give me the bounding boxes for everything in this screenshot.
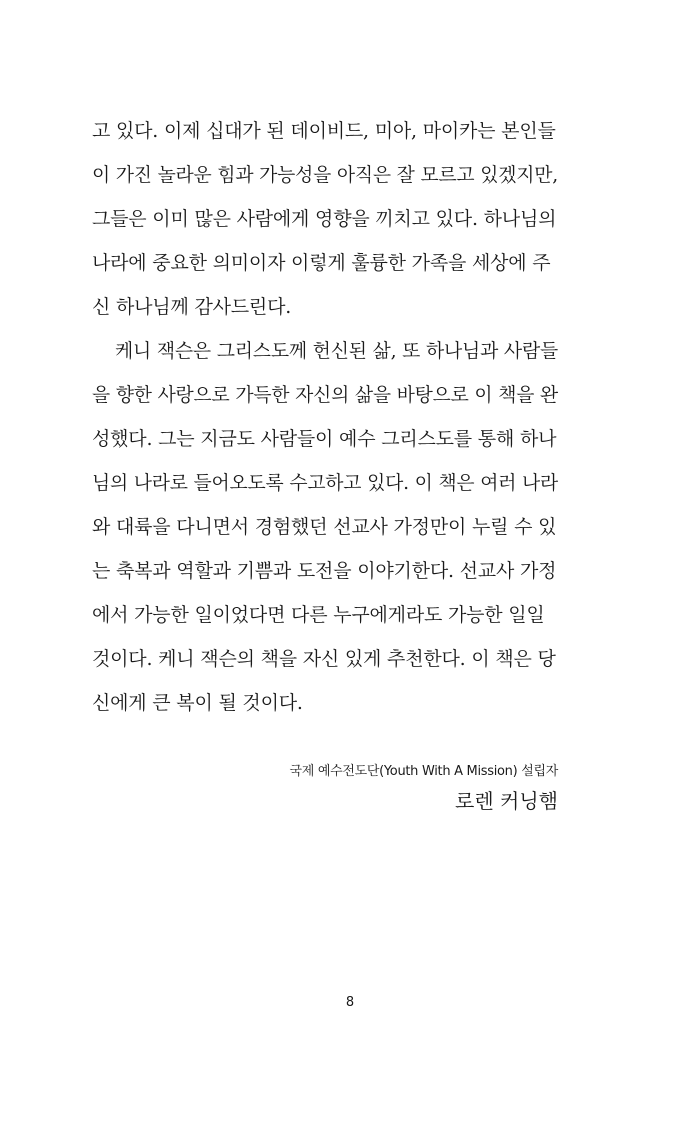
body-text-line: 신에게 큰 복이 될 것이다. (92, 692, 303, 714)
body-text-line: 와 대륙을 다니면서 경험했던 선교사 가정만이 누릴 수 있 (92, 516, 557, 538)
body-text-line: 이 가진 놀라운 힘과 가능성을 아직은 잘 모르고 있겠지만, (92, 164, 558, 186)
body-text-line: 는 축복과 역할과 기쁨과 도전을 이야기한다. 선교사 가정 (92, 560, 557, 582)
body-text-line: 케니 잭슨은 그리스도께 헌신된 삶, 또 하나님과 사람들 (115, 340, 558, 362)
body-text-line: 것이다. 케니 잭슨의 책을 자신 있게 추천한다. 이 책은 당 (92, 648, 556, 670)
body-text-line: 나라에 중요한 의미이자 이렇게 훌륭한 가족을 세상에 주 (92, 252, 551, 274)
body-text-line: 님의 나라로 들어오도록 수고하고 있다. 이 책은 여러 나라 (92, 472, 558, 494)
body-text-line: 에서 가능한 일이었다면 다른 누구에게라도 가능한 일일 (92, 604, 545, 626)
signature-organization: 국제 예수전도단(Youth With A Mission) 설립자 (289, 764, 558, 779)
signature-name: 로렌 커닝햄 (455, 789, 558, 813)
body-text-line: 신 하나님께 감사드린다. (92, 296, 292, 318)
page-number: 8 (345, 995, 355, 1010)
body-text-line: 성했다. 그는 지금도 사람들이 예수 그리스도를 통해 하나 (92, 428, 557, 450)
body-text-line: 을 향한 사랑으로 가득한 자신의 삶을 바탕으로 이 책을 완 (92, 384, 558, 406)
body-text-line: 고 있다. 이제 십대가 된 데이비드, 미아, 마이카는 본인들 (92, 120, 556, 142)
body-text-line: 그들은 이미 많은 사람에게 영향을 끼치고 있다. 하나님의 (92, 208, 557, 230)
